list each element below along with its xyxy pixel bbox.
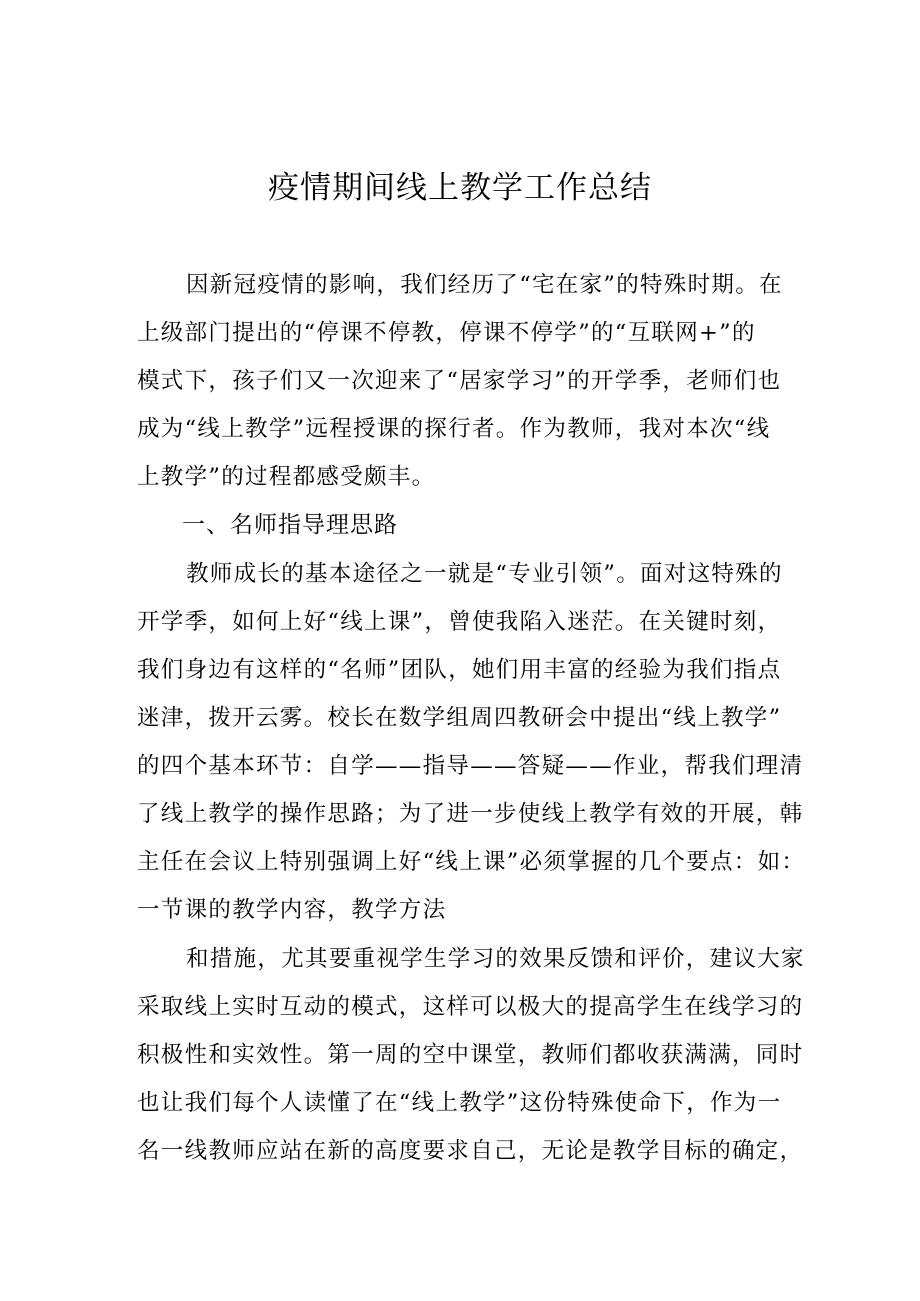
section1-para1-line-8: 一节课的教学内容，教学方法 bbox=[137, 897, 447, 923]
section1-para1-line-6: 了线上教学的操作思路；为了进一步使线上教学有效的开展，韩 bbox=[137, 801, 804, 827]
section1-para1-line-5: 的四个基本环节：自学——指导——答疑——作业，帮我们理清 bbox=[137, 753, 804, 779]
section1-para2-line-4: 也让我们每个人读懂了在“线上教学”这份特殊使命下，作为一 bbox=[137, 1090, 782, 1116]
intro-line-4: 成为“线上教学”远程授课的探行者。作为教师，我对本次“线 bbox=[137, 416, 771, 442]
section1-para2-line-2: 采取线上实时互动的模式，这样可以极大的提高学生在线学习的 bbox=[137, 994, 804, 1020]
section1-para2-line-5: 名一线教师应站在新的高度要求自己，无论是教学目标的确定， bbox=[137, 1138, 804, 1164]
section1-para1-line-3: 我们身边有这样的“名师”团队，她们用丰富的经验为我们指点 bbox=[137, 657, 782, 683]
section1-para1-line-7: 主任在会议上特别强调上好“线上课”必须掌握的几个要点：如： bbox=[137, 849, 806, 875]
intro-line-3: 模式下，孩子们又一次迎来了“居家学习”的开学季，老师们也 bbox=[137, 368, 782, 394]
intro-line-2: 上级部门提出的“停课不停教，停课不停学”的“互联网+”的 bbox=[137, 320, 756, 346]
section1-para1-line-2: 开学季，如何上好“线上课”，曾使我陷入迷茫。在关键时刻， bbox=[137, 609, 782, 635]
document-title: 疫情期间线上教学工作总结 bbox=[268, 170, 652, 206]
section1-para1-line-1: 教师成长的基本途径之一就是“专业引领”。面对这特殊的 bbox=[186, 561, 783, 587]
intro-line-5: 上教学”的过程都感受颇丰。 bbox=[137, 464, 436, 490]
section1-para2-line-1: 和措施，尤其要重视学生学习的效果反馈和评价，建议大家 bbox=[186, 946, 805, 972]
section1-para1-line-4: 迷津，拨开云雾。校长在数学组周四教研会中提出“线上教学” bbox=[137, 705, 782, 731]
section-heading-1: 一、名师指导理思路 bbox=[182, 512, 398, 538]
section1-para2-line-3: 积极性和实效性。第一周的空中课堂，教师们都收获满满，同时 bbox=[137, 1042, 804, 1068]
intro-line-1: 因新冠疫情的影响，我们经历了“宅在家”的特殊时期。在 bbox=[186, 272, 783, 298]
